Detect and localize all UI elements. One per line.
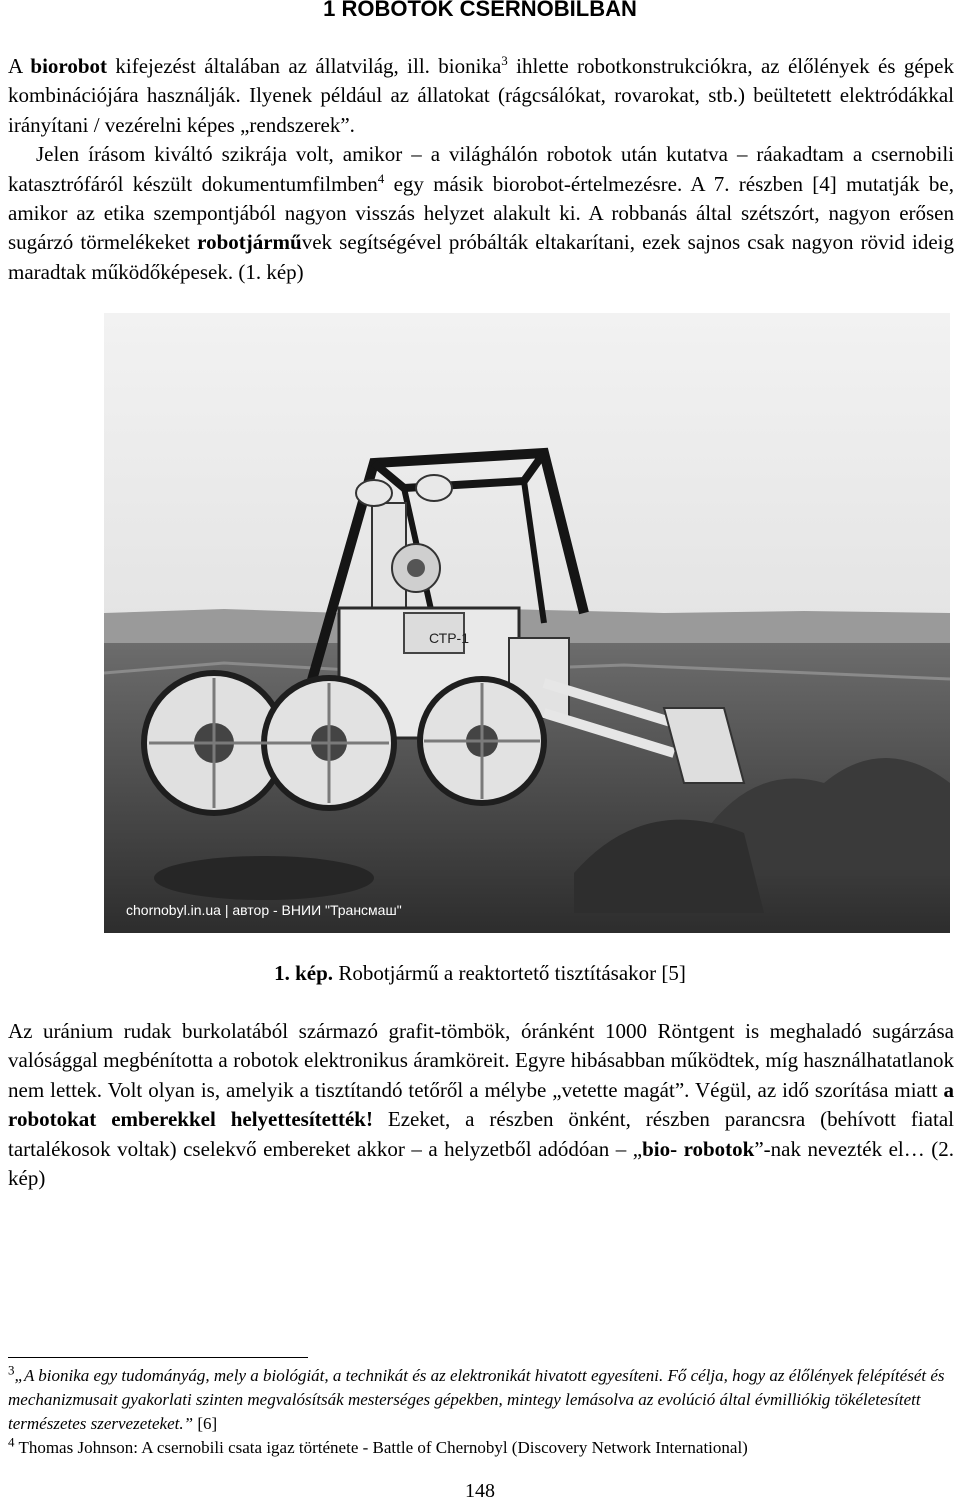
footnote-4-text: Thomas Johnson: A csernobili csata igaz története - Battle of Chernobyl (Discovery Network International) (14, 1438, 748, 1457)
intro-paragraph (8, 52, 954, 287)
emphasis-replaced-by-humans: a robotokat emberekkel helyettesítették! (8, 1077, 954, 1132)
para2-text-2: Ezeket, a részben önként, részben parancsra (behívott fiatal tartalékosok voltak) cselekvő embereket akkor – a helyzetből adódóan – „ (8, 1107, 954, 1161)
footnote-ref-3[interactable]: 3 (501, 53, 508, 68)
photo-watermark: chornobyl.in.ua | автор - ВНИИ "Трансмаш" (126, 902, 402, 918)
term-biorobot: biorobot (30, 54, 108, 78)
para2-text-3: ”-nak nevezték el… (2. kép) (8, 1136, 954, 1191)
para1-text-6: vek segítségével próbálták eltakarítani, ezek sajnos csak nagyon rövid ideig maradtak működőképesek. (1. kép) (8, 230, 954, 284)
footnote-4 (8, 1436, 954, 1460)
para1-text-1: A (8, 54, 31, 78)
footnote-3-number: 3 (8, 1362, 15, 1378)
para1-text-5: egy másik biorobot-értelmezésre. A 7. részben [4] mutatják be, amikor az etika szempontjából nagyon visszás helyzet alakult ki. A robbanás által szétszórt, nagyon erősen sugárzó törmelékeket (8, 171, 954, 255)
caption-label: 1. kép. (274, 961, 334, 985)
footnote-3-reference: [6] (193, 1414, 218, 1433)
figure-caption (0, 958, 960, 988)
footnotes (8, 1364, 954, 1460)
footnote-ref-4[interactable]: 4 (377, 170, 385, 186)
footnote-4-number: 4 (8, 1434, 15, 1450)
robot-vehicle-photo (104, 313, 950, 933)
para1-text-2: kifejezést általában az állatvilág, ill. bionika (107, 54, 502, 78)
term-robotjarmu: robotjármű (197, 230, 302, 255)
footnote-3-text: „A bionika egy tudományág, mely a biológiát, a technikát és az elektronikát hivatott egyesíteni. Fő célja, hogy az élőlények felépítését és mechanizmusait gyakorlati szinten megvalósítsák mesterséges gépekben, mintegy lemásolva az evolúció által évmilliókig tökéletesített természetes szervezeteket.” (8, 1366, 945, 1433)
footnote-3 (8, 1364, 954, 1436)
body-paragraph (8, 1017, 954, 1193)
para1-text-3: ihlette robotkonstrukciókra, az élőlények és gépek kombinációjára használják. Ilyenek például az állatokat (rágcsálókat, rovarokat, stb.) beültetett elektródákkal irányítani / vezérelni képes „rendszerek”. (8, 54, 954, 137)
caption-text: Robotjármű a reaktortető tisztításakor [5] (333, 961, 686, 985)
page-number: 148 (465, 1480, 495, 1502)
para1-text-4: Jelen írásom kiváltó szikrája volt, amikor – a világhálón robotok után kutatva – ráakadtam a csernobili katasztrófáról készült dokumentumfilmben (8, 142, 954, 196)
para2-text-1: Az uránium rudak burkolatából származó grafit-tömbök, óránként 1000 Röntgent is meghaladó sugárzása valósággal megbénította a robotok elektronikus áramköreit. Egyre hibásabban működtek, míg használhatatlanok nem lettek. Volt olyan is, amelyik a tisztítandó tetőről a mélybe „vetette magát”. Végül, az idő szorítása miatt (8, 1019, 954, 1102)
chapter-heading: 1 ROBOTOK CSERNOBILBAN (323, 0, 637, 21)
term-bio-robotok: bio- robotok (642, 1136, 755, 1161)
vehicle-label: СТР-1 (429, 630, 469, 646)
footnote-separator (8, 1357, 308, 1358)
